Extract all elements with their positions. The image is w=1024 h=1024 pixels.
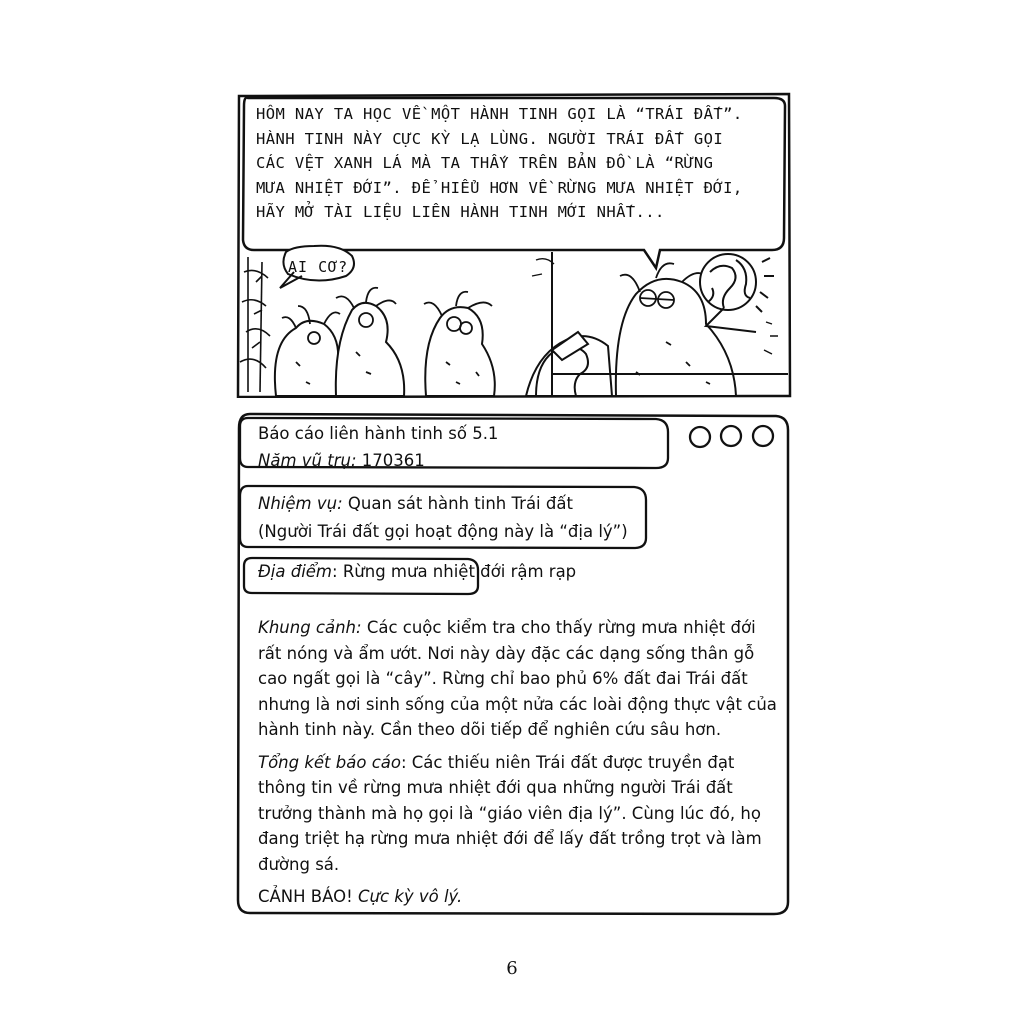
speech-line: HÔM NAY TA HỌC VỀ MỘT HÀNH TINH GỌI LÀ “TRÁI ĐẤT”. — [256, 105, 743, 123]
speech-line: HÀNH TINH NÀY CỰC KỲ LẠ LÙNG. NGƯỜI TRÁI ĐẤT GỌI — [256, 129, 724, 148]
scene-label: Khung cảnh: — [258, 618, 362, 637]
summary-paragraph — [258, 750, 780, 878]
year-label: Năm vũ trụ: — [258, 451, 357, 470]
mission-note: (Người Trái đất gọi hoạt động này là “địa lý”) — [258, 522, 628, 541]
report-title: Báo cáo liên hành tinh số 5.1 — [258, 424, 499, 443]
report-window — [236, 410, 790, 916]
scene-text: Các cuộc kiểm tra cho thấy rừng mưa nhiệt đới rất nóng và ẩm ướt. Nơi này dày đặc các dạng sống thân gỗ cao ngất gọi là “cây”. Rừng chỉ bao phủ 6% đất đai Trái đất nhưng là nơi sinh sống của một nửa các loài động thực vật của hành tinh này. Cần theo dõi tiếp để nghiên cứu sâu hơn. — [258, 618, 777, 739]
warning-label: CẢNH BÁO! — [258, 887, 353, 906]
speech-line: MƯA NHIỆT ĐỚI”. ĐỂ HIỂU HƠN VỀ RỪNG MƯA NHIỆT ĐỚI, — [256, 178, 743, 197]
year-value: 170361 — [361, 451, 425, 470]
cosmic-year — [258, 447, 498, 474]
globe-icon — [700, 254, 774, 332]
warning-text: Cực kỳ vô lý. — [357, 887, 463, 906]
location-value: : Rừng mưa nhiệt đới rậm rạp — [332, 562, 577, 581]
mission-label: Nhiệm vụ: — [258, 494, 343, 513]
comic-panel — [236, 92, 792, 398]
speech-line: HÃY MỞ TÀI LIỆU LIÊN HÀNH TINH MỚI NHẤT... — [256, 203, 665, 221]
page-number: 6 — [506, 958, 518, 979]
report-body — [258, 615, 780, 917]
report-header — [258, 420, 498, 474]
summary-text: : Các thiếu niên Trái đất được truyền đạt thông tin về rừng mưa nhiệt đới qua những người Trái đất trưởng thành mà họ gọi là “giáo viên địa lý”. Cùng lúc đó, họ đang triệt hạ rừng mưa nhiệt đới để lấy đất trồng trọt và làm đường sá. — [258, 752, 762, 874]
speech-text — [256, 102, 796, 225]
summary-label: Tổng kết báo cáo — [258, 752, 401, 772]
scene-paragraph — [258, 615, 780, 743]
window-dot-icon — [753, 426, 773, 446]
mission-section — [258, 490, 628, 546]
mission-value: Quan sát hành tinh Trái đất — [347, 494, 573, 513]
location-section — [258, 558, 576, 586]
window-dot-icon — [721, 426, 741, 446]
window-dot-icon — [690, 427, 710, 447]
location-label: Địa điểm — [258, 562, 333, 581]
speech-line: CÁC VỆT XANH LÁ MÀ TA THẤY TRÊN BẢN ĐỒ LÀ “RỪNG — [256, 154, 714, 172]
warning-paragraph — [258, 884, 780, 910]
reply-text: AI CƠ? — [288, 258, 349, 276]
